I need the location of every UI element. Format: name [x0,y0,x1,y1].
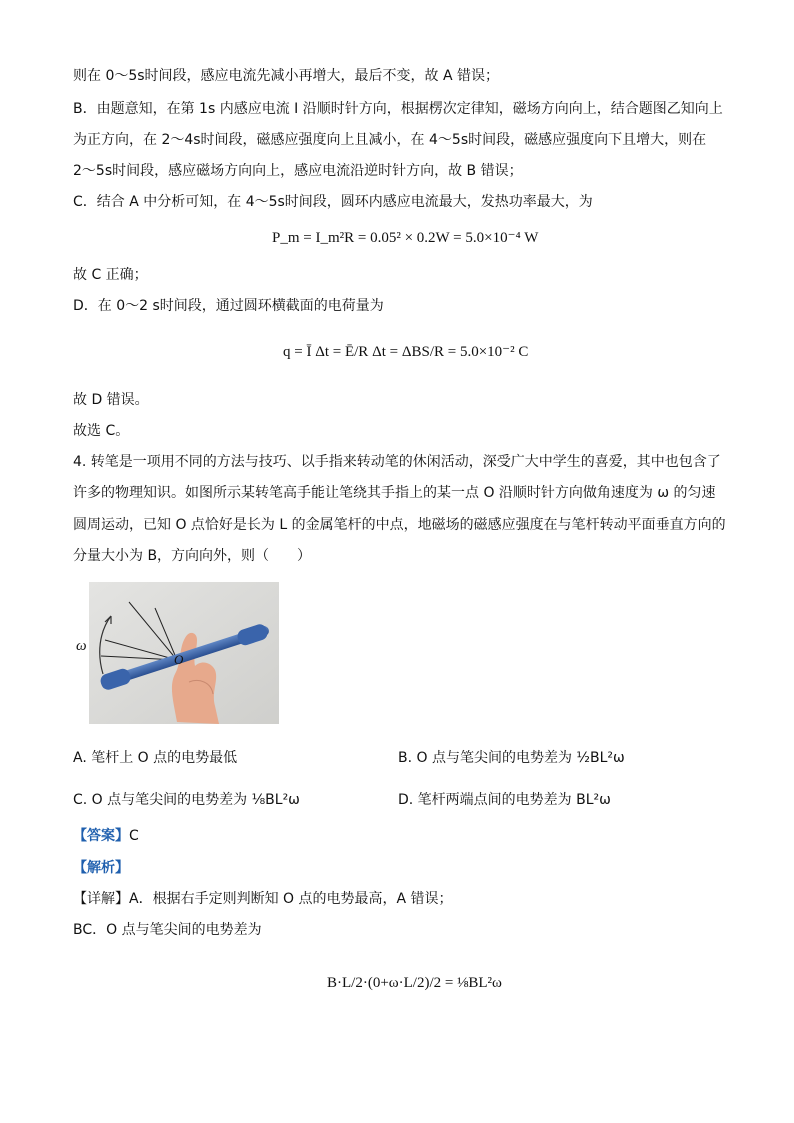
text-line: 故 C 正确； [73,267,148,283]
text-line: 则在 0～5s时间段，感应电流先减小再增大，最后不变，故 A 错误； [73,68,500,84]
text-line: B．由题意知，在第 1s 内感应电流 I 沿顺时针方向，根据楞次定律知，磁场方向向上，结合题图乙知向上 [73,101,723,117]
text-line: 故 D 错误。 [73,392,149,408]
option-c[interactable]: C. O 点与笔尖间的电势差为 ⅛BL²ω [73,792,300,808]
question-line: 分量大小为 B，方向向外，则（ ） [73,548,312,564]
formula-bc [327,975,502,992]
text-line: 为正方向，在 2～4s时间段，磁感应强度向上且减小，在 4～5s时间段，磁感应强度向下且增大，则在 [73,132,707,148]
text-line: 故选 C。 [73,423,130,439]
text-line: 2～5s时间段，感应磁场方向向上，感应电流沿逆时针方向，故 B 错误； [73,163,523,179]
detail-line [73,889,734,909]
formula-bc-text: B·L/2·(0+ω·L/2)/2 = ⅛BL²ω [327,975,502,991]
omega-label: ω [76,638,87,654]
option-a[interactable]: A. 笔杆上 O 点的电势最低 [73,750,238,766]
pen-spin-photo [89,582,279,724]
o-point-label: O [174,652,184,667]
answer-line [73,826,734,846]
bc-line: BC．O 点与笔尖间的电势差为 [73,922,262,938]
answer-label: 【答案】 [73,828,129,844]
formula-charge-text: q = Ī Δt = Ē/R Δt = ΔBS/R = 5.0×10⁻² C [283,344,529,360]
analysis-line [73,858,734,878]
option-b[interactable]: B. O 点与笔尖间的电势差为 ½BL²ω [398,750,625,766]
formula-charge [283,342,528,361]
text-line: C．结合 A 中分析可知，在 4～5s时间段，圆环内感应电流最大，发热功率最大，为 [73,194,593,210]
answer-value: C [129,828,139,844]
question-line: 圆周运动，已知 O 点恰好是长为 L 的金属笔杆的中点，地磁场的磁感应强度在与笔杆转动平面垂直方向的 [73,517,726,533]
detail-a-text: A．根据右手定则判断知 O 点的电势最高，A 错误； [129,891,453,907]
text-line: D．在 0～2 s时间段，通过圆环横截面的电荷量为 [73,298,384,314]
question-line: 4. 转笔是一项用不同的方法与技巧、以手指来转动笔的休闲活动，深受广大中学生的喜爱，其中也包含了 [73,454,721,470]
formula-power [272,228,538,247]
question-line: 许多的物理知识。如图所示某转笔高手能让笔绕其手指上的某一点 O 沿顺时针方向做角速度为 ω 的匀速 [73,485,716,501]
analysis-label: 【解析】 [73,860,129,876]
formula-power-text: P_m = I_m²R = 0.05² × 0.2W = 5.0×10⁻⁴ W [272,230,539,246]
option-d[interactable]: D. 笔杆两端点间的电势差为 BL²ω [398,792,611,808]
detail-label: 【详解】 [73,891,129,907]
